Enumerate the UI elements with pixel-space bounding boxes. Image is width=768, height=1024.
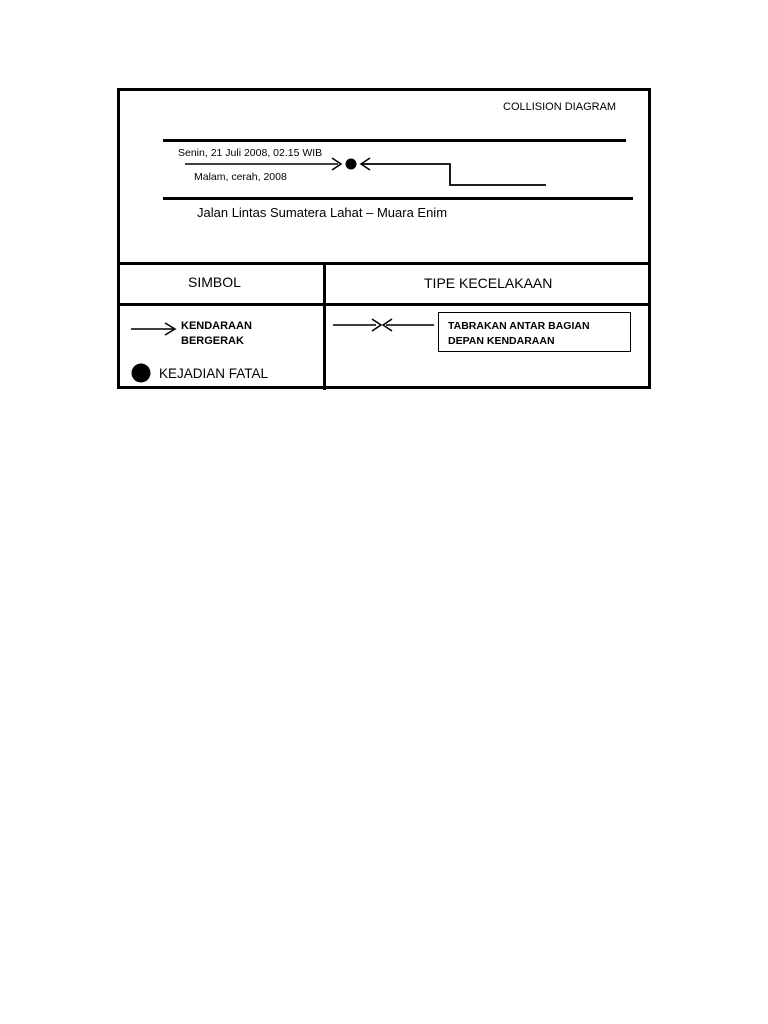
table-header-top-border [117,262,651,265]
collision-type-box [438,312,631,352]
type-column-header: TIPE KECELAKAAN [424,275,553,291]
collision-type-label-line1: TABRAKAN ANTAR BAGIAN [448,320,590,332]
moving-vehicle-label-line2: BERGERAK [181,335,244,347]
symbol-column-header: SIMBOL [188,274,241,290]
date-time-label: Senin, 21 Juli 2008, 02.15 WIB [178,147,323,159]
diagram-title: COLLISION DIAGRAM [503,101,617,113]
road-name-label: Jalan Lintas Sumatera Lahat – Muara Enim [197,205,448,220]
fatal-event-label: KEJADIAN FATAL [159,366,269,381]
road-edge-bottom [163,197,633,200]
road-edge-top [163,139,626,142]
conditions-label: Malam, cerah, 2008 [194,171,287,183]
table-column-divider [323,263,326,390]
collision-type-label-line2: DEPAN KENDARAAN [448,335,555,347]
table-header-bottom-border [117,303,651,306]
moving-vehicle-label-line1: KENDARAAN [181,320,252,332]
